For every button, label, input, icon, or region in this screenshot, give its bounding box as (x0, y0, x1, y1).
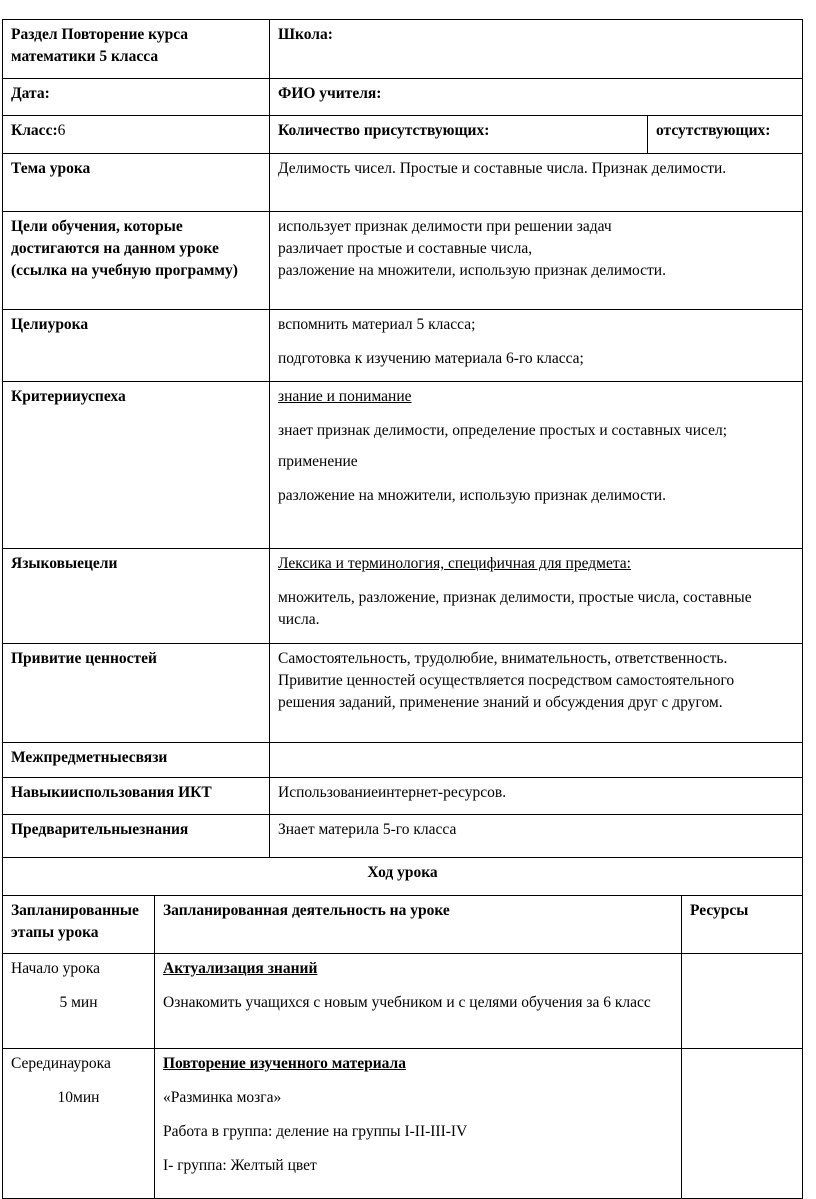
lesson-goal-row (3, 310, 803, 382)
activity-cell (155, 1049, 682, 1199)
stage-time: 5 мин (59, 994, 98, 1011)
class-label: Класс: (11, 122, 58, 139)
goals-line: использует признак делимости при решении задач (278, 218, 612, 235)
lesson-plan-document (2, 19, 802, 1199)
criteria-heading: знание и понимание (278, 388, 412, 405)
col-activity-header: Запланированная деятельность на уроке (155, 896, 682, 954)
section-value: Повторение курса математики 5 класса (11, 26, 189, 65)
goals-row (3, 212, 803, 310)
language-goals-cell (270, 549, 803, 644)
stage-time: 10мин (57, 1089, 100, 1106)
course-title-row (3, 858, 803, 896)
col-stages-header: Запланированные этапы урока (3, 896, 155, 954)
criteria-heading: применение (278, 453, 358, 470)
prior-knowledge-label: Предварительныезнания (3, 815, 270, 858)
activity-text: I- группа: Желтый цвет (163, 1157, 317, 1174)
lesson-header-table (2, 19, 803, 858)
language-goals-text: множитель, разложение, признак делимости, простые числа, составные числа. (278, 589, 752, 628)
class-row (3, 116, 803, 154)
teacher-label: ФИО учителя: (270, 79, 803, 116)
goals-line: различает простые и составные числа, (278, 240, 533, 257)
stage-name: Серединаурока (11, 1055, 111, 1072)
goals-line: разложение на множители, использую признак делимости. (278, 262, 666, 279)
goals-cell (270, 212, 803, 310)
date-label: Дата: (3, 79, 270, 116)
resources-cell (682, 1049, 803, 1199)
criteria-label: Критерииуспеха (3, 382, 270, 549)
ict-value: Использованиеинтернет-ресурсов. (270, 778, 803, 815)
interdisciplinary-label: Межпредметныесвязи (3, 743, 270, 778)
language-goals-row (3, 549, 803, 644)
criteria-text: разложение на множители, использую признак делимости. (278, 487, 666, 504)
absent-label: отсутствующих: (648, 116, 803, 154)
language-goals-heading: Лексика и терминология, специфичная для предмета: (278, 555, 631, 572)
activity-text: Работа в группа: деление на группы I-II-III-IV (163, 1123, 468, 1140)
stage-name: Начало урока (11, 960, 101, 977)
section-cell (3, 20, 270, 79)
col-resources-header: Ресурсы (682, 896, 803, 954)
date-row (3, 79, 803, 116)
topic-value: Делимость чисел. Простые и составные числа. Признак делимости. (270, 154, 803, 212)
language-goals-label: Языковыецели (3, 549, 270, 644)
topic-row (3, 154, 803, 212)
activity-heading: Актуализация знаний (163, 960, 318, 977)
present-label: Количество присутствующих: (270, 116, 648, 154)
course-header-row (3, 896, 803, 954)
values-text: Самостоятельность, трудолюбие, внимательность, ответственность. Привитие ценностей осуществляется посредством самостоятельного решения заданий, применение знаний и обсуждения друг с другом. (270, 644, 803, 743)
activity-heading: Повторение изученного материала (163, 1055, 406, 1072)
stage-cell (3, 1049, 155, 1199)
stage-cell (3, 954, 155, 1049)
school-label: Школа: (270, 20, 803, 79)
prior-knowledge-row (3, 815, 803, 858)
ict-label: Навыкииспользования ИКТ (3, 778, 270, 815)
goals-label: Цели обучения, которые достигаются на данном уроке (ссылка на учебную программу) (3, 212, 270, 310)
activity-text: «Разминка мозга» (163, 1089, 282, 1106)
criteria-cell (270, 382, 803, 549)
resources-cell (682, 954, 803, 1049)
ict-row (3, 778, 803, 815)
interdisciplinary-row (3, 743, 803, 778)
criteria-text: знает признак делимости, определение простых и составных чисел; (278, 422, 728, 439)
interdisciplinary-value (270, 743, 803, 778)
class-value: 6 (57, 122, 66, 139)
values-label: Привитие ценностей (3, 644, 270, 743)
prior-knowledge-value: Знает материла 5-го класса (270, 815, 803, 858)
lesson-goal-item: вспомнить материал 5 класса; (278, 316, 476, 333)
activity-text: Ознакомить учащихся с новым учебником и с целями обучения за 6 класс (163, 994, 651, 1011)
lesson-course-table (2, 857, 803, 1199)
values-row (3, 644, 803, 743)
activity-cell (155, 954, 682, 1049)
section-label: Раздел (11, 26, 58, 43)
lesson-goal-cell (270, 310, 803, 382)
criteria-row (3, 382, 803, 549)
stage-row-start (3, 954, 803, 1049)
class-cell (3, 116, 270, 154)
course-title: Ход урока (3, 858, 803, 896)
stage-row-middle (3, 1049, 803, 1199)
lesson-goal-label: Целиурока (3, 310, 270, 382)
section-row (3, 20, 803, 79)
lesson-goal-item: подготовка к изучению материала 6-го класса; (278, 350, 584, 367)
topic-label: Тема урока (3, 154, 270, 212)
